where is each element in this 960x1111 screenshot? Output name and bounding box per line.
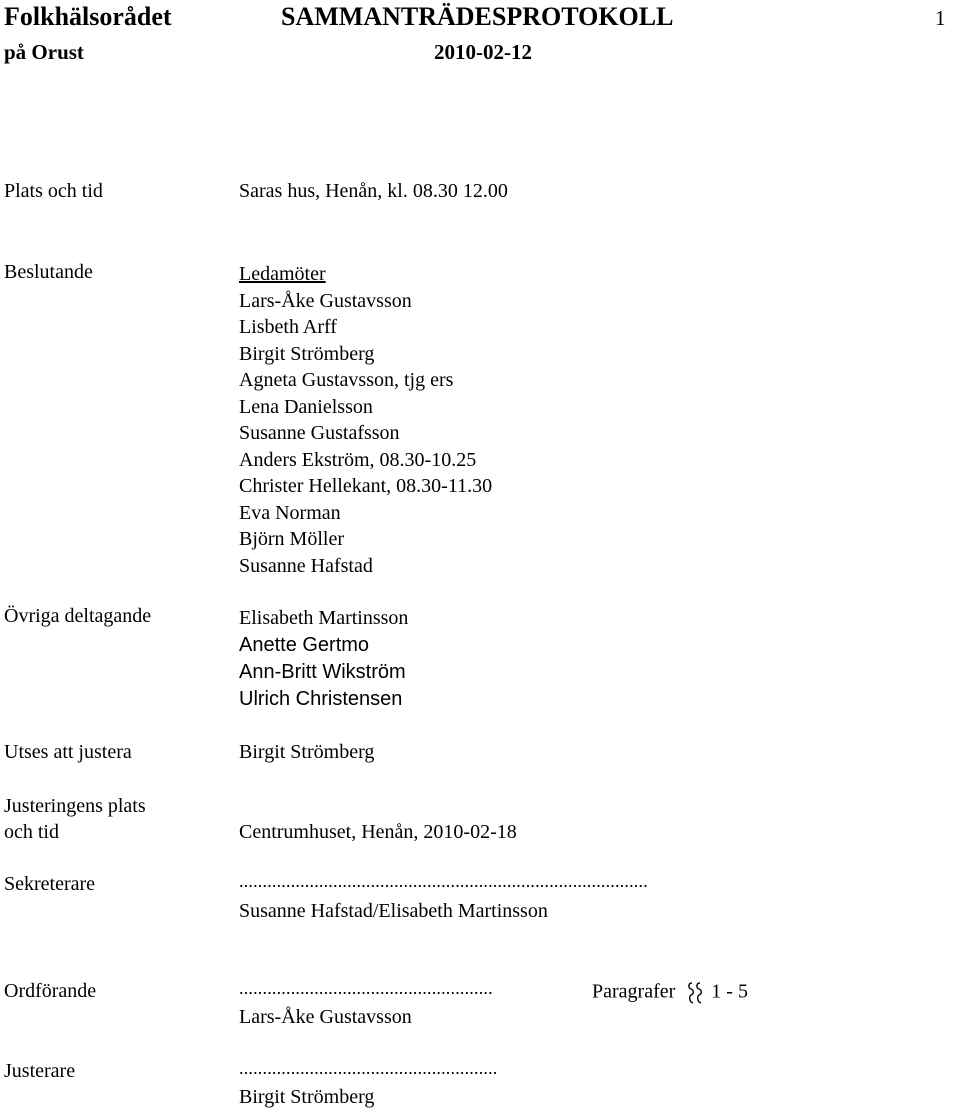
member-name: Susanne Gustafsson [239, 422, 400, 444]
adjuster-sign-label: Justerare [4, 1060, 76, 1082]
adjuster-signature-line: ....................................................... [239, 1058, 498, 1078]
organization-name: Folkhälsorådet [4, 2, 172, 31]
member-name: Lisbeth Arff [239, 316, 337, 338]
member-name: Anders Ekström, 08.30-10.25 [239, 448, 477, 471]
place-time-value: Saras hus, Henån, kl. 08.30 12.00 [239, 180, 508, 202]
adjuster-sign-name: Birgit Strömberg [239, 1086, 375, 1108]
member-name: Björn Möller [239, 528, 344, 550]
paragraphs-label: Paragrafer [592, 980, 676, 1003]
chair-name: Lars-Åke Gustavsson [239, 1006, 412, 1028]
participant-name: Elisabeth Martinsson [239, 607, 409, 629]
member-name: Lena Danielsson [239, 395, 373, 418]
members-heading: Ledamöter [239, 263, 326, 285]
adjustment-label-line1: Justeringens plats [4, 795, 146, 817]
secretary-name: Susanne Hafstad/Elisabeth Martinsson [239, 900, 548, 922]
member-name: Eva Norman [239, 501, 341, 524]
document-title: SAMMANTRÄDESPROTOKOLL [281, 2, 674, 31]
chair-label: Ordförande [4, 980, 97, 1002]
section-sign-icon [685, 980, 707, 1006]
other-participants-list [239, 605, 408, 632]
meeting-date: 2010-02-12 [434, 40, 532, 64]
members-list [239, 261, 492, 579]
secretary-label: Sekreterare [4, 873, 96, 895]
adjuster-value: Birgit Strömberg [239, 741, 375, 763]
participant-name: Ann-Britt Wikström [239, 661, 406, 683]
participant-name: Anette Gertmo [239, 634, 370, 656]
page-number: 1 [935, 6, 946, 30]
member-name: Agneta Gustavsson, tjg ers [239, 369, 454, 391]
organization-location: på Orust [4, 40, 84, 64]
paragraphs-line [592, 980, 748, 1006]
member-name: Birgit Strömberg [239, 342, 375, 365]
member-name: Lars-Åke Gustavsson [239, 289, 412, 312]
adjustment-value: Centrumhuset, Henån, 2010-02-18 [239, 821, 517, 843]
adjustment-label-line2: och tid [4, 821, 59, 843]
decision-makers-label: Beslutande [4, 261, 93, 283]
other-participants-label: Övriga deltagande [4, 605, 152, 627]
adjuster-label: Utses att justera [4, 741, 132, 763]
other-participants-list-sans [239, 632, 406, 713]
member-name: Christer Hellekant, 08.30-11.30 [239, 475, 493, 497]
place-time-label: Plats och tid [4, 180, 103, 202]
paragraphs-range: 1 - 5 [711, 980, 748, 1003]
chair-signature-line: ...................................................... [239, 978, 493, 998]
secretary-signature-line: ....................................................................................... [239, 871, 648, 891]
member-name: Susanne Hafstad [239, 554, 373, 577]
participant-name: Ulrich Christensen [239, 688, 403, 710]
